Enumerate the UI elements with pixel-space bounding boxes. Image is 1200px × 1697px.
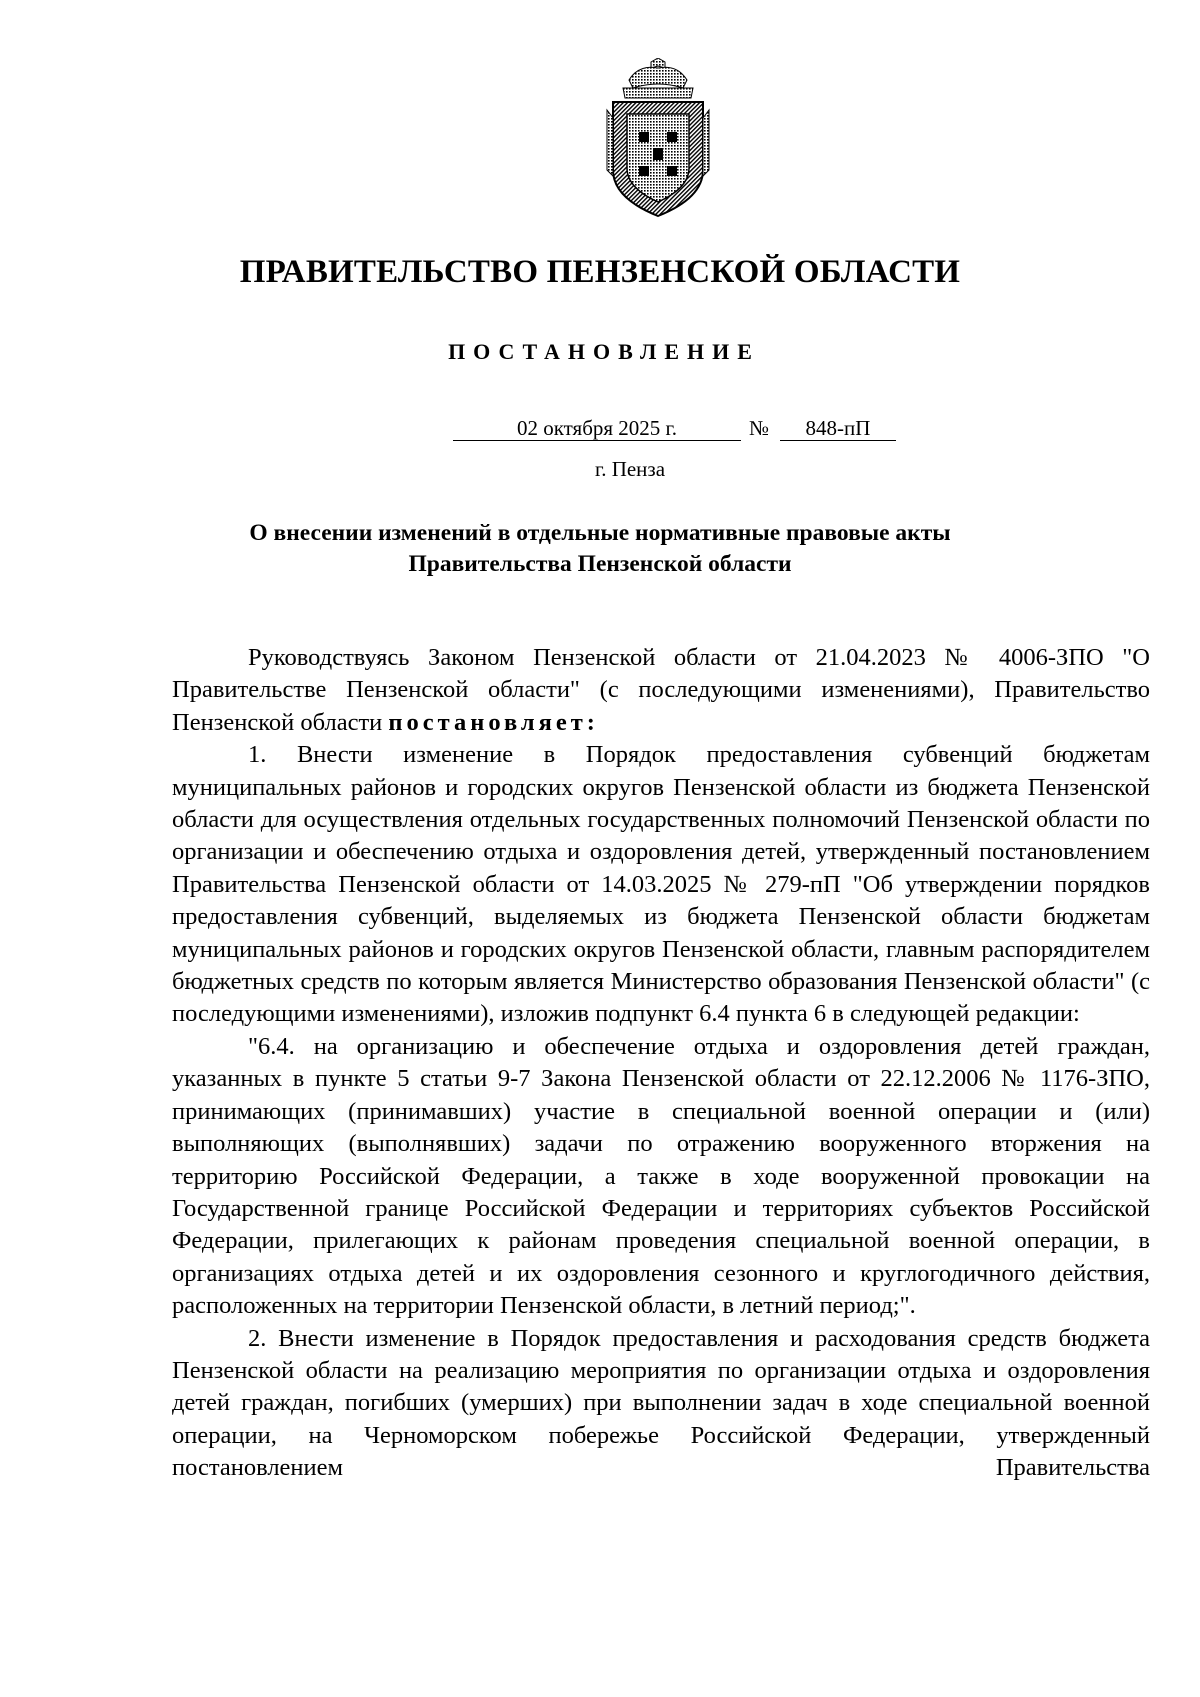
document-body — [172, 642, 1150, 1485]
coat-of-arms-emblem — [599, 58, 717, 220]
document-number: 848-пП — [780, 414, 896, 441]
subject-line-1: О внесении изменений в отдельные нормативные правовые акты — [249, 520, 951, 546]
city: г. Пенза — [594, 457, 666, 481]
government-title: ПРАВИТЕЛЬСТВО ПЕНЗЕНСКОЙ ОБЛАСТИ — [239, 254, 961, 290]
document-subject — [150, 518, 1050, 580]
document-type: ПОСТАНОВЛЕНИЕ — [448, 339, 760, 364]
document-date: 02 октября 2025 г. — [453, 414, 741, 441]
preamble-text: Руководствуясь Законом Пензенской области от 21.04.2023 № 4006-ЗПО "О Правительстве Пензенской области" (с последующими изменениями), Правительство Пензенской области — [172, 644, 1150, 736]
item-2-paragraph: 2. Внести изменение в Порядок предоставления и расходования средств бюджета Пензенской области на реализацию мероприятия по организации отдыха и оздоровления детей граждан, погибших (умерших) при выполнении задач в ходе специальной военной операции, на Черноморском побережье Российской Федерации, утвержденный постановлением Правительства — [172, 1324, 1150, 1482]
preamble-action: постановляет: — [388, 708, 599, 736]
item-1-paragraph: 1. Внести изменение в Порядок предоставления субвенций бюджетам муниципальных районов и городских округов Пензенской области из бюджета Пензенской области для осуществления отдельных государственных полномочий Пензенской области по организации и обеспечению отдыха и оздоровления детей, утвержденный постановлением Правительства Пензенской области от 14.03.2025 № 279-пП "Об утверждении порядков предоставления субвенций, выделяемых из бюджета Пензенской области бюджетам муниципальных районов и городских округов Пензенской области, главным распорядителем бюджетных средств по которым является Министерство образования Пензенской области" (с последующими изменениями), изложив подпункт 6.4 пункта 6 в следующей редакции: — [172, 741, 1150, 1028]
number-sign: № — [748, 416, 770, 440]
preamble-paragraph — [172, 642, 1150, 739]
item-1-quote-paragraph: "6.4. на организацию и обеспечение отдыха и оздоровления детей граждан, указанных в пункте 5 статьи 9-7 Закона Пензенской области от 22.12.2006 № 1176-ЗПО, принимающих (принимавших) участие в специальной военной операции и (или) выполняющих (выполнявших) задачи по отражению вооруженного вторжения на территорию Российской Федерации, а также в ходе вооруженной провокации на Государственной границе Российской Федерации и территориях субъектов Российской Федерации, прилегающих к районам проведения специальной военной операции, в организациях отдыха детей и их оздоровления сезонного и круглогодичного действия, расположенных на территории Пензенской области, в летний период;". — [172, 1032, 1150, 1320]
date-number-line — [0, 414, 1200, 444]
subject-line-2: Правительства Пензенской области — [408, 551, 792, 577]
